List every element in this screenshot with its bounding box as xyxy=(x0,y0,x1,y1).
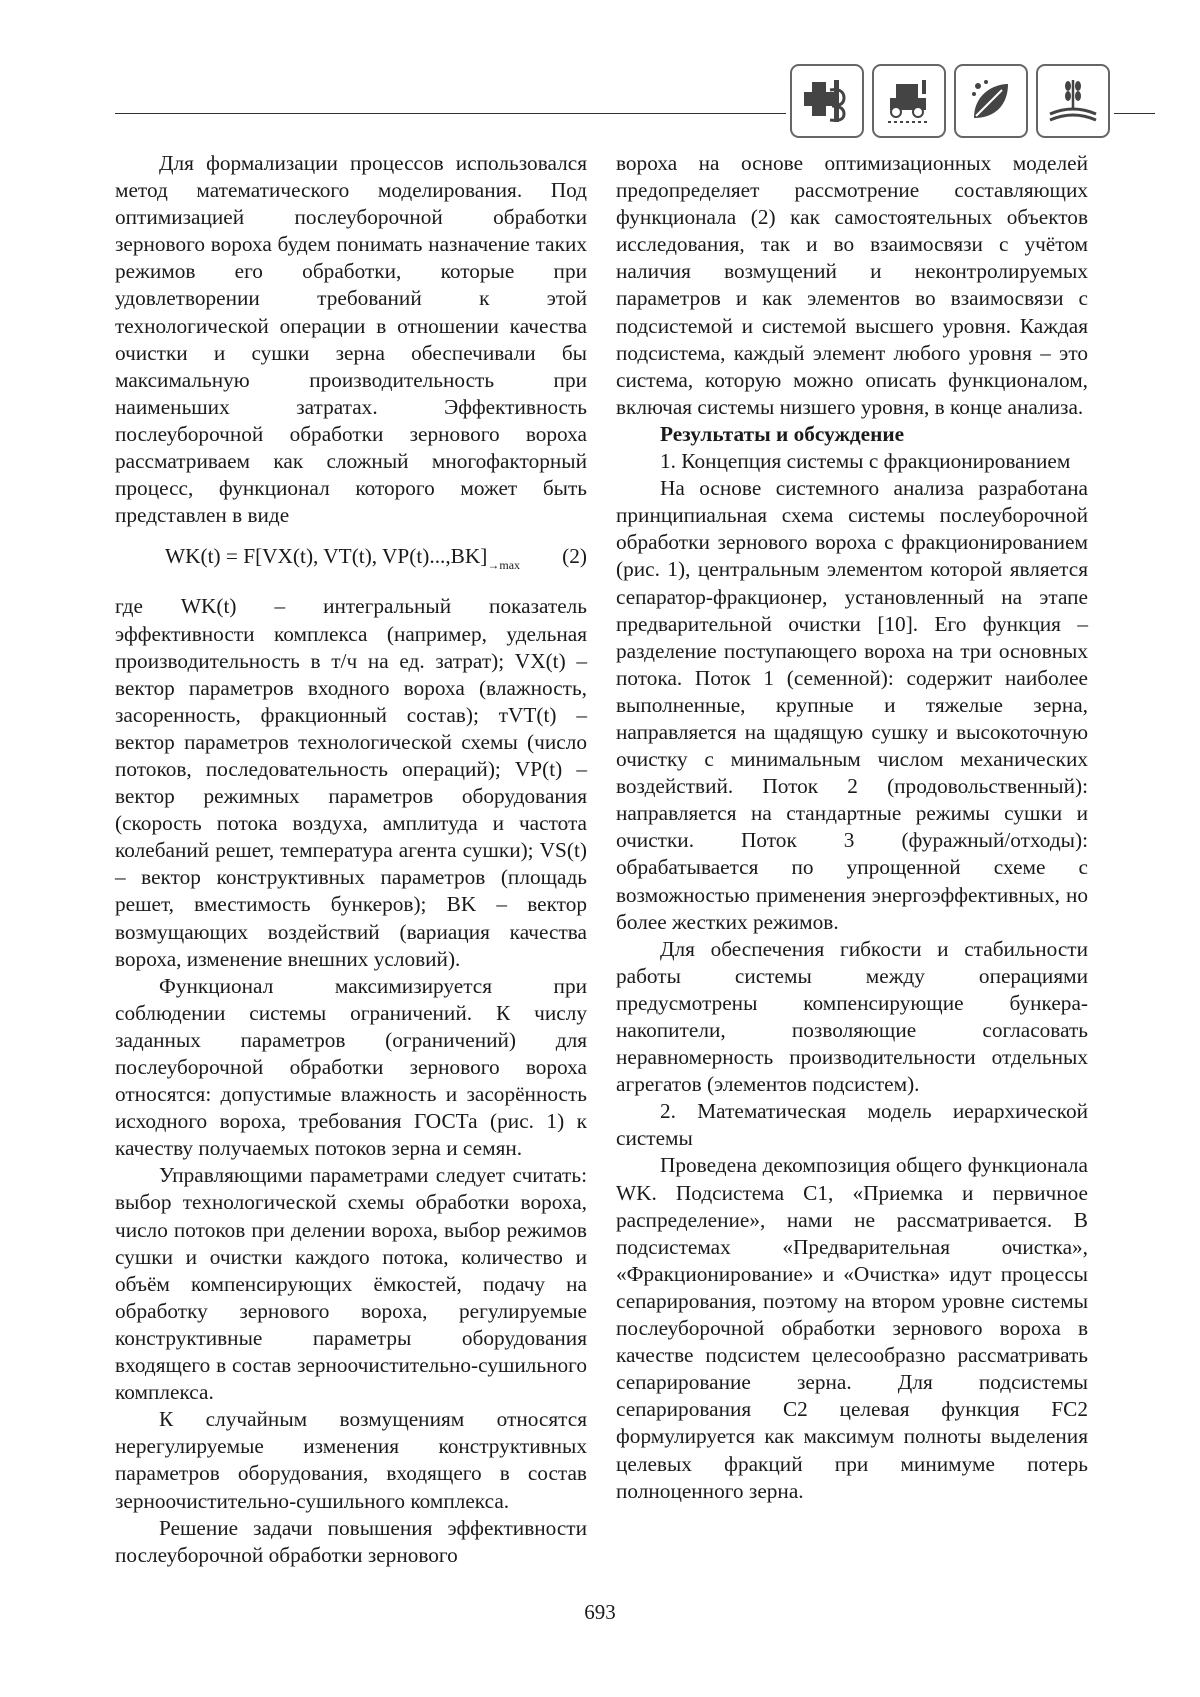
left-column xyxy=(115,150,587,1569)
formula-2 xyxy=(115,543,587,579)
section-heading: Результаты и обсуждение xyxy=(660,421,905,446)
page-number: 693 xyxy=(584,1600,616,1624)
paragraph: Проведена декомпозиция общего функционала WK. Подсистема С1, «Приемка и первичное распределение», нами не рассматривается. В подсистемах «Предварительная очистка», «Фракционирование» и «Очистка» идут процессы сепарирования, поэтому на втором уровне системы послеуборочной обработки зернового вороха в качестве подсистем целесообразно рассматривать сепарирование зерна. Для подсистемы сепарирования С2 целевая функция FC2 формулируется как максимум полноты выделения целевых фракций при минимуме потерь полноценного зерна. xyxy=(616,1153,1088,1503)
wheat-field-icon xyxy=(1036,64,1110,138)
paragraph: вороха на основе оптимизационных моделей предопределяет рассмотрение составляющих функционала (2) как самостоятельных объектов исследования, так и во взаимосвязи с учётом наличия возмущений и неконтролируемых параметров и как элементов во взаимосвязи с подсистемой и системой высшего уровня. Каждая подсистема, каждый элемент любого уровня – это система, которую можно описать функционалом, включая системы низшего уровня, в конце анализа. xyxy=(616,151,1088,419)
paragraph: Для формализации процессов использовался метод математического моделирования. Под оптимизацией послеуборочной обработки зернового вороха будем понимать назначение таких режимов его обработки, которые при удовлетворении требований к этой технологической операции в отношении качества очистки и сушки зерна обеспечивали бы максимальную производительность при наименьших затратах. Эффективность послеуборочной обработки зернового вороха рассматриваем как сложный многофакторный процесс, функционал которого может быть представлен в виде xyxy=(115,151,587,528)
paragraph: где WK(t) – интегральный показатель эффективности комплекса (например, удельная производительность в т/ч на ед. затрат); VX(t) – вектор параметров входного вороха (влажность, засоренность, фракционный состав); тVT(t) – вектор параметров технологической схемы (число потоков, последовательность операций); VP(t) – вектор режимных параметров оборудования (скорость потока воздуха, амплитуда и частота колебаний решет, температура агента сушки); VS(t) – вектор конструктивных параметров (площадь решет, вместимость бункеров); BK – вектор возмущающих воздействий (вариация качества вороха, изменение внешних условий). xyxy=(115,594,587,971)
formula-expression: WK(t) = F[VX(t), VT(t), $VP(t)...,BK]_{\to max}$ xyxy=(165,544,521,573)
combine-harvester-icon xyxy=(872,64,946,138)
paragraph: К случайным возмущениям относятся нерегулируемые изменения конструктивных параметров оборудования, входящего в состав зерноочистительно-сушильного комплекса. xyxy=(115,1407,587,1513)
paragraph: Управляющими параметрами следует считать: выбор технологической схемы обработки вороха, число потоков при делении вороха, выбор режимов сушки и очистки каждого потока, количество и объём компенсирующих ёмкостей, подачу на обработку зернового вороха, регулируемые конструктивные параметры оборудования входящего в состав зерноочистительно-сушильного комплекса. xyxy=(115,1163,587,1405)
medicine-icon xyxy=(790,64,864,138)
subsection-heading: 2. Математическая модель иерархической системы xyxy=(616,1099,1088,1151)
paragraph: Функционал максимизируется при соблюдении системы ограничений. К числу заданных параметров (ограничений) для послеуборочной обработки зернового вороха относятся: допустимые влажность и засорённость исходного вороха, требования ГОСТа (рис. 1) к качеству получаемых потоков зерна и семян. xyxy=(115,973,587,1161)
subsection-heading: 1. Концепция системы с фракционированием xyxy=(660,449,1071,474)
header-icons xyxy=(786,64,1114,138)
leaf-plant-icon xyxy=(954,64,1028,138)
formula-number: (2) xyxy=(562,544,587,569)
paragraph: Для обеспечения гибкости и стабильности работы системы между операциями предусмотрены компенсирующие бункера-накопители, позволяющие согласовать неравномерность производительности отдельных агрегатов (элементов подсистем). xyxy=(616,936,1088,1097)
right-column xyxy=(616,150,1088,1505)
paragraph: Решение задачи повышения эффективности послеуборочной обработки зернового xyxy=(115,1515,587,1567)
paragraph: На основе системного анализа разработана принципиальная схема системы послеуборочной обработки зернового вороха с фракционированием (рис. 1), центральным элементом которой является сепаратор-фракционер, установленный на этапе предварительной очистки [10]. Его функция – разделение поступающего вороха на три основных потока. Поток 1 (семенной): содержит наиболее выполненные, крупные и тяжелые зерна, направляется на щадящую сушку и высокоточную очистку с минимальным числом механических воздействий. Поток 2 (продовольственный): направляется на стандартные режимы сушки и очистки. Поток 3 (фуражный/отходы): обрабатывается по упрощенной схеме с возможностью применения энергоэффективных, но более жестких режимов. xyxy=(616,476,1088,934)
